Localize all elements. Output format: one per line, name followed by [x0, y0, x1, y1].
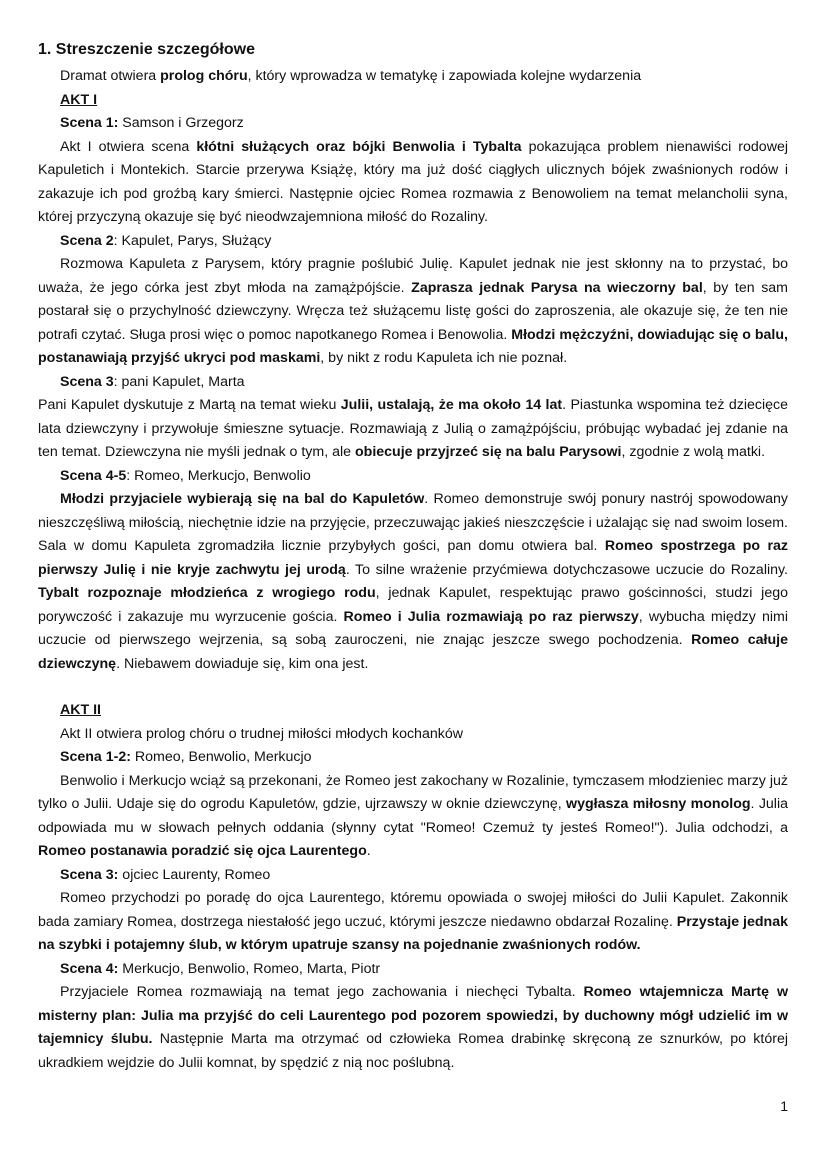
act-1-heading: AKT I: [60, 91, 98, 108]
scene-heading: [38, 958, 788, 982]
act-2-scenes: [38, 746, 788, 1075]
bold-phrase: Romeo całuje dziewczynę: [38, 632, 788, 672]
scene-heading: [38, 371, 788, 395]
scene-label: Scena 2: [60, 232, 114, 249]
act-2-heading: AKT II: [60, 702, 101, 718]
scene-label: Scena 4:: [60, 960, 119, 977]
scene-summary: Rozmowa Kapuleta z Parysem, który pragnie poślubić Julię. Kapulet jednak nie jest skłonny na to przystać, bo uważa, że jego córka jest zbyt młoda na zamążpójście. Zaprasza jednak Parysa na wieczorny bal, by ten sam postarał się o przychylność dziewczyny. Wręcza też służącemu listę gości do zaproszenia, ale okazuje się, że ten nie potrafi czytać. Sługa prosi więc o pomoc napotkanego Romea i Benowolia. Młodzi mężczyźni, dowiadując się o balu, postanawiają przyjść ukryci pod maskami, by nikt z rodu Kapuleta ich nie poznał.: [38, 256, 788, 366]
scene-heading: [38, 746, 788, 770]
bold-phrase: Przystaje jednak na szybki i potajemny ślub, w którym upatruje szansy na pojednanie zwaśnionych rodów.: [38, 913, 788, 953]
scene-summary: Przyjaciele Romea rozmawiają na temat jego zachowania i niechęci Tybalta. Romeo wtajemnicza Martę w misterny plan: Julia ma przyjść do celi Laurentego pod pozorem spowiedzi, by duchowny mógł udzielić im w tajemnicy ślubu. Następnie Marta ma otrzymać od człowieka Romea drabinkę skręconą ze sznurków, po której ukradkiem wejdzie do Julii komnat, by spędzić z nią noc poślubną.: [38, 984, 788, 1071]
scene-summary: Romeo przychodzi po poradę do ojca Laurentego, któremu opowiada o swojej miłości do Julii Kapulet. Zakonnik bada zamiary Romea, dostrzega niestałość jego uczuć, którymi jeszcze niedawno obdarzał Rozalinę. Przystaje jednak na szybki i potajemny ślub, w którym upatruje szansy na pojednanie zwaśnionych rodów.: [38, 890, 788, 953]
scene-label: Scena 3:: [60, 866, 119, 883]
bold-phrase: Młodzi mężczyźni, dowiadując się o balu, postanawiają przyjść ukryci pod maskami: [38, 326, 788, 366]
scene-label: Scena 3: [60, 373, 114, 390]
scene-summary: Akt I otwiera scena kłótni służących oraz bójki Benwolia i Tybalta pokazująca problem nienawiści rodowej Kapuletich i Montekich. Starcie przerywa Książę, który ma już dość ciągłych ulicznych bójek zwaśnionych rodów i zakazuje ich pod groźbą kary śmierci. Następnie ojciec Romea rozmawia z Benowoliem na temat melancholii syna, której przyczyną okazuje się być nieodwzajemniona miłość do Rozaliny.: [38, 138, 788, 225]
scene-summary: Pani Kapulet dyskutuje z Martą na temat wieku Julii, ustalają, że ma około 14 lat. Piastunka wspomina też dziecięce lata dziewczyny i przywołuje śmieszne sytuacje. Rozmawiają z Julią o zamążpójściu, próbując wybadać jej zdanie na ten temat. Dziewczyna nie myśli jednak o tym, ale obiecuje przyjrzeć się na balu Parysowi, zgodnie z wolą matki.: [38, 397, 788, 460]
bold-phrase: kłótni służących oraz bójki Benwolia i Tybalta: [196, 138, 522, 155]
bold-phrase: Tybalt rozpoznaje młodzieńca z wrogiego rodu: [38, 585, 376, 601]
bold-phrase: Romeo i Julia rozmawiają po raz pierwszy: [343, 608, 639, 625]
act-1-scenes: [38, 112, 788, 676]
intro-paragraph: Dramat otwiera prolog chóru, który wprowadza w tematykę i zapowiada kolejne wydarzenia: [60, 68, 642, 84]
scene-persons: Romeo, Benwolio, Merkucjo: [130, 749, 312, 765]
scene-label: Scena 1:: [60, 115, 119, 131]
scene-summary: Benwolio i Merkucjo wciąż są przekonani, że Romeo jest zakochany w Rozalinie, tymczasem młodzieniec marzy już tylko o Julii. Udaje się do ogrodu Kapuletów, gdzie, ujrzawszy w oknie dziewczynę, wygłasza miłosny monolog. Julia odpowiada mu w słowach pełnych oddania (słynny cytat "Romeo! Czemuż ty jesteś Romeo!"). Julia odchodzi, a Romeo postanawia poradzić się ojca Laurentego.: [38, 772, 788, 859]
scene-heading: [38, 112, 788, 136]
scene-persons: : pani Kapulet, Marta: [113, 373, 245, 390]
scene-heading: [38, 864, 788, 888]
scene-persons: : Kapulet, Parys, Służący: [113, 232, 272, 249]
act-2-intro: Akt II otwiera prolog chóru o trudnej miłości młodych kochanków: [60, 725, 463, 742]
bold-phrase: Julii, ustalają, że ma około 14 lat: [340, 397, 563, 413]
bold-phrase: wygłasza miłosny monolog: [566, 796, 751, 812]
bold-phrase: Romeo spostrzega po raz pierwszy Julię i nie kryje zachwytu jej urodą: [38, 538, 788, 578]
scene-persons: Merkucjo, Benwolio, Romeo, Marta, Piotr: [118, 960, 381, 977]
scene-summary: Młodzi przyjaciele wybierają się na bal do Kapuletów. Romeo demonstruje swój ponury nastrój spowodowany nieszczęśliwą miłością, niechętnie idzie na przyjęcie, przeczuwając jakieś nieszczęście i użalając się nad swoim losem. Sala w domu Kapuleta zgromadziła licznie przybyłych gości, pan domu otwiera bal. Romeo spostrzega po raz pierwszy Julię i nie kryje zachwytu jej urodą. To silne wrażenie przyćmiewa dotychczasowe uczucie do Rozaliny. Tybalt rozpoznaje młodzieńca z wrogiego rodu, jednak Kapulet, respektując prawo gościnności, studzi jego porywczość i zakazuje mu wyrzucenie gościa. Romeo i Julia rozmawiają po raz pierwszy, wybucha między nimi uczucie od pierwszego wejrzenia, są sobą zauroczeni, nie znając jeszcze swego pochodzenia. Romeo całuje dziewczynę. Niebawem dowiaduje się, kim ona jest.: [38, 491, 788, 672]
scene-persons: ojciec Laurenty, Romeo: [118, 866, 271, 883]
scene-label: Scena 1-2:: [60, 749, 131, 765]
scene-heading: [38, 465, 788, 489]
document-page: [38, 40, 788, 1075]
bold-phrase: Romeo postanawia poradzić się ojca Laurentego: [38, 843, 367, 859]
bold-phrase: prolog chóru: [160, 68, 248, 84]
scene-label: Scena 4-5: [60, 467, 127, 484]
scene-heading: [38, 230, 788, 254]
bold-phrase: Zaprasza jednak Parysa na wieczorny bal: [411, 279, 703, 296]
section-title: 1. Streszczenie szczegółowe: [38, 41, 255, 58]
scene-persons: : Romeo, Merkucjo, Benwolio: [126, 467, 311, 484]
page-number: 1: [780, 1098, 788, 1114]
scene-persons: Samson i Grzegorz: [118, 115, 244, 131]
bold-phrase: Młodzi przyjaciele wybierają się na bal do Kapuletów: [60, 491, 425, 507]
bold-phrase: Romeo wtajemnicza Martę w misterny plan: Julia ma przyjść do celi Laurentego pod pozorem spowiedzi, by duchowny mógł udzielić im w tajemnicy ślubu.: [38, 984, 788, 1047]
bold-phrase: obiecuje przyjrzeć się na balu Parysowi: [354, 444, 622, 460]
